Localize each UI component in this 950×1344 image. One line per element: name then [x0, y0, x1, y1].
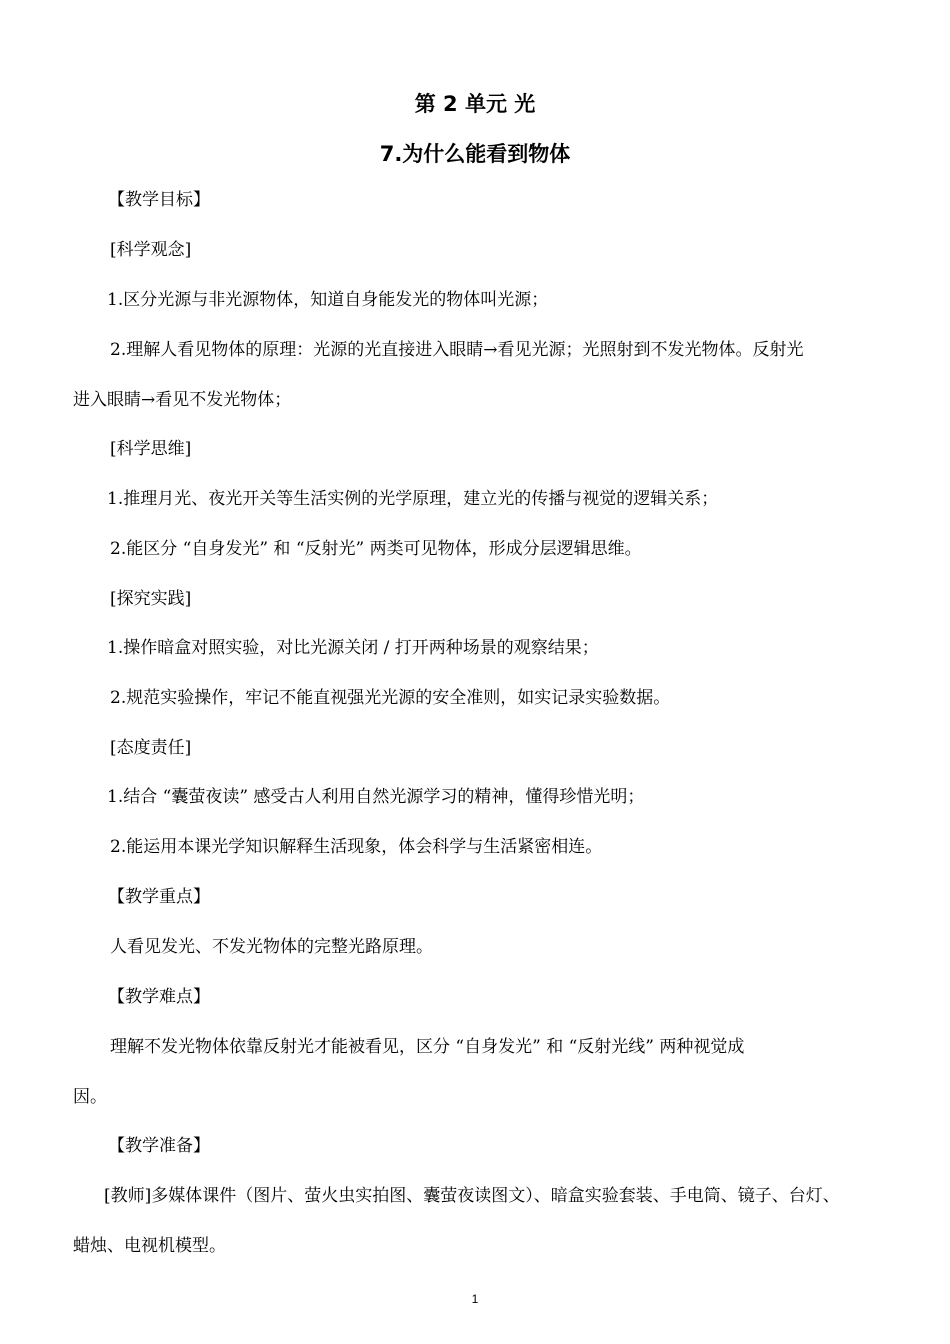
- paragraph: 蜡烛、电视机模型。: [73, 1236, 226, 1256]
- subheading-attitude-responsibility: [态度责任]: [110, 738, 192, 758]
- paragraph: 进入眼睛→看见不发光物体；: [73, 390, 292, 410]
- paragraph: 因。: [73, 1087, 107, 1107]
- paragraph: 1.推理月光、夜光开关等生活实例的光学原理，建立光的传播与视觉的逻辑关系；: [107, 489, 719, 509]
- subheading-science-concept: [科学观念]: [110, 240, 192, 260]
- paragraph: 2.能运用本课光学知识解释生活现象，体会科学与生活紧密相连。: [110, 837, 603, 857]
- paragraph: 1.结合 “囊萤夜读” 感受古人利用自然光源学习的精神，懂得珍惜光明；: [107, 787, 645, 807]
- paragraph: 理解不发光物体依靠反射光才能被看见，区分 “自身发光” 和 “反射光线” 两种视觉成: [110, 1037, 745, 1057]
- paragraph: 2.规范实验操作，牢记不能直视强光光源的安全准则，如实记录实验数据。: [110, 688, 671, 708]
- lesson-title: 7.为什么能看到物体: [379, 142, 571, 166]
- subheading-science-thinking: [科学思维]: [110, 439, 192, 459]
- subheading-inquiry-practice: [探究实践]: [110, 589, 192, 609]
- heading-teaching-focus: 【教学重点】: [108, 887, 210, 907]
- paragraph: 2.能区分 “自身发光” 和 “反射光” 两类可见物体，形成分层逻辑思维。: [110, 539, 642, 559]
- paragraph: 1.操作暗盒对照实验，对比光源关闭 / 打开两种场景的观察结果；: [107, 638, 599, 658]
- heading-teaching-goals: 【教学目标】: [108, 190, 210, 210]
- paragraph: 人看见发光、不发光物体的完整光路原理。: [110, 937, 433, 957]
- paragraph: 1.区分光源与非光源物体，知道自身能发光的物体叫光源；: [107, 290, 549, 310]
- heading-teaching-preparation: 【教学准备】: [108, 1136, 210, 1156]
- page-number: 1: [471, 1292, 479, 1306]
- unit-title: 第 2 单元 光: [414, 92, 536, 116]
- paragraph: 2.理解人看见物体的原理：光源的光直接进入眼睛→看见光源；光照射到不发光物体。反射光: [110, 340, 804, 360]
- paragraph: [教师]多媒体课件（图片、萤火虫实拍图、囊萤夜读图文）、暗盒实验套装、手电筒、镜子、台灯、: [104, 1186, 840, 1206]
- heading-teaching-difficulty: 【教学难点】: [108, 987, 210, 1007]
